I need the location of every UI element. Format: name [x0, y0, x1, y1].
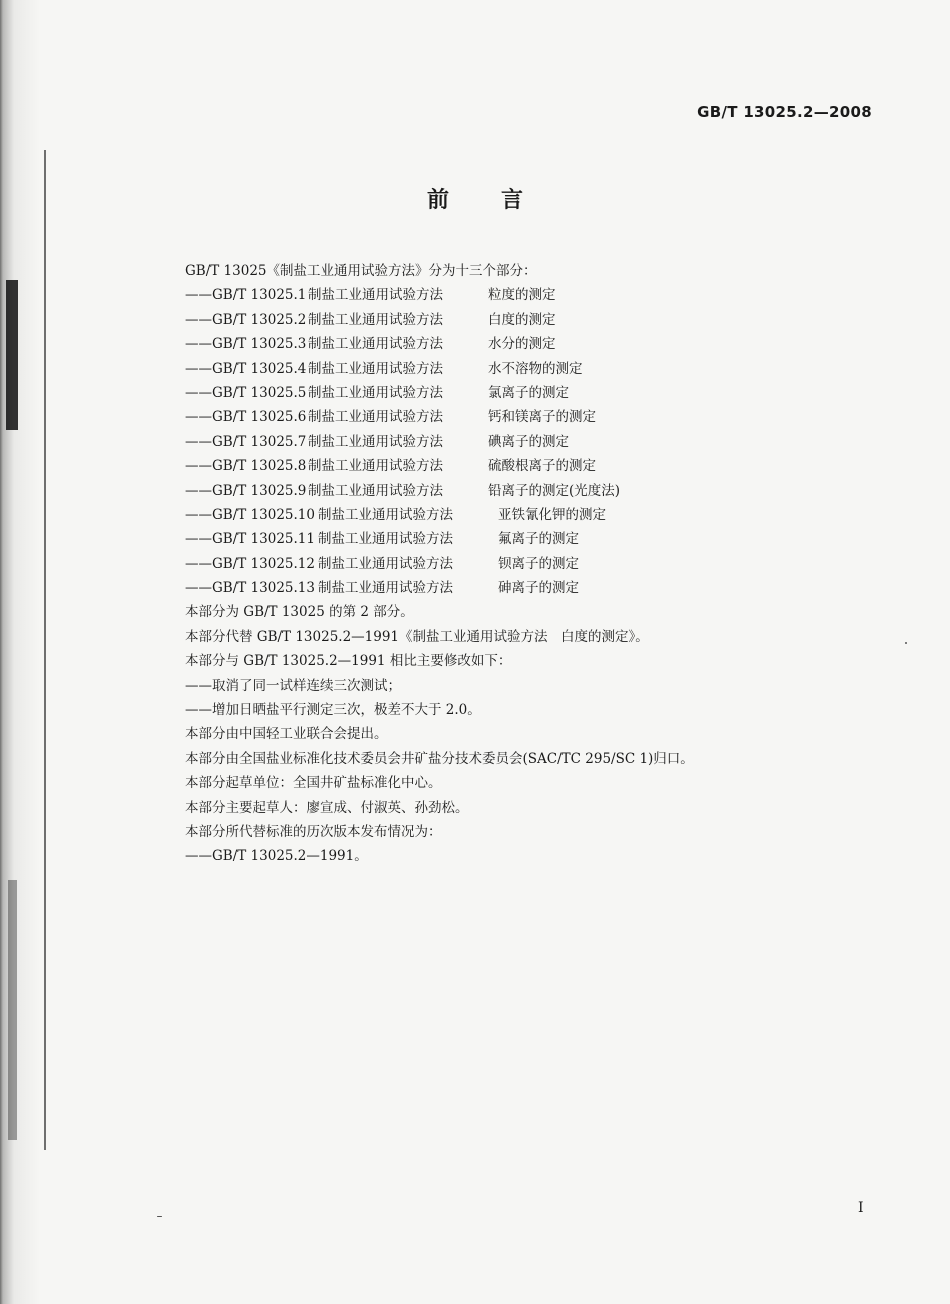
statement-part-position: 本部分为 GB/T 13025 的第 2 部分。: [185, 604, 414, 621]
part-number: ——GB/T 13025.1: [185, 287, 307, 304]
statement-drafting-unit: 本部分起草单位：全国井矿盐标准化中心。: [185, 775, 442, 792]
part-subject: 亚铁氰化钾的测定: [498, 506, 606, 523]
part-item: [185, 503, 865, 527]
part-subject: 白度的测定: [488, 311, 556, 328]
part-series: 制盐工业通用试验方法: [318, 531, 453, 548]
scan-fold-line: [44, 150, 46, 1150]
part-number: ——GB/T 13025.9: [185, 482, 307, 499]
part-series: 制盐工业通用试验方法: [308, 433, 443, 450]
part-number: ——GB/T 13025.2: [185, 311, 307, 328]
part-item: [185, 357, 865, 381]
foreword-title: [0, 183, 950, 214]
part-subject: 水不溶物的测定: [488, 360, 583, 377]
foreword-body: [185, 259, 865, 869]
part-number: ——GB/T 13025.11: [185, 531, 315, 548]
history-item: ——GB/T 13025.2—1991。: [185, 848, 368, 865]
part-item: [185, 479, 865, 503]
part-item: [185, 430, 865, 454]
intro-paragraph: GB/T 13025《制盐工业通用试验方法》分为十三个部分：: [185, 263, 537, 279]
statement-replaces: 本部分代替 GB/T 13025.2—1991《制盐工业通用试验方法 白度的测定》。: [185, 628, 649, 645]
statement-drafters: 本部分主要起草人：廖宣成、付淑英、孙劲松。: [185, 799, 469, 816]
standard-number: GB/T 13025.2—2008: [697, 103, 872, 121]
part-series: 制盐工业通用试验方法: [308, 409, 443, 426]
part-number: ——GB/T 13025.6: [185, 409, 307, 426]
statement-proposed-by: 本部分由中国轻工业联合会提出。: [185, 726, 388, 743]
part-number: ——GB/T 13025.8: [185, 458, 307, 475]
part-item: [185, 454, 865, 478]
part-number: ——GB/T 13025.5: [185, 384, 307, 401]
part-item: [185, 308, 865, 332]
page-number: I: [858, 1200, 864, 1216]
part-subject: 铅离子的测定(光度法): [488, 482, 621, 499]
change-item: ——取消了同一试样连续三次测试；: [185, 677, 401, 694]
change-item: ——增加日晒盐平行测定三次，极差不大于 2.0。: [185, 702, 481, 719]
part-subject: 钡离子的测定: [498, 555, 579, 572]
part-item: [185, 552, 865, 576]
part-subject: 钙和镁离子的测定: [488, 409, 596, 426]
part-series: 制盐工业通用试验方法: [308, 458, 443, 475]
part-item: [185, 332, 865, 356]
part-item: [185, 381, 865, 405]
part-series: 制盐工业通用试验方法: [308, 384, 443, 401]
part-subject: 碘离子的测定: [488, 433, 569, 450]
part-subject: 氟离子的测定: [498, 531, 579, 548]
part-item: [185, 527, 865, 551]
part-number: ——GB/T 13025.13: [185, 580, 315, 597]
part-series: 制盐工业通用试验方法: [308, 360, 443, 377]
part-subject: 氯离子的测定: [488, 384, 569, 401]
part-subject: 水分的测定: [488, 336, 556, 353]
part-number: ——GB/T 13025.12: [185, 555, 315, 572]
statement-under-jurisdiction: 本部分由全国盐业标准化技术委员会井矿盐分技术委员会(SAC/TC 295/SC 1)归口。: [185, 750, 694, 767]
foreword-title-char-1: 前: [426, 188, 449, 213]
part-subject: 砷离子的测定: [498, 580, 579, 597]
foreword-title-char-2: 言: [501, 188, 524, 213]
part-number: ——GB/T 13025.7: [185, 433, 307, 450]
part-series: 制盐工业通用试验方法: [318, 580, 453, 597]
part-number: ——GB/T 13025.3: [185, 336, 307, 353]
scan-binding-mark: [6, 280, 18, 430]
part-number: ——GB/T 13025.4: [185, 360, 307, 377]
part-series: 制盐工业通用试验方法: [318, 506, 453, 523]
part-series: 制盐工业通用试验方法: [308, 311, 443, 328]
part-series: 制盐工业通用试验方法: [308, 287, 443, 304]
part-series: 制盐工业通用试验方法: [308, 482, 443, 499]
part-series: 制盐工业通用试验方法: [308, 336, 443, 353]
scan-binding-smudge: [8, 880, 17, 1140]
statement-changes: 本部分与 GB/T 13025.2—1991 相比主要修改如下：: [185, 653, 512, 670]
scan-speck: [905, 642, 907, 644]
part-series: 制盐工业通用试验方法: [318, 555, 453, 572]
part-item: [185, 576, 865, 600]
part-item: [185, 405, 865, 429]
part-subject: 粒度的测定: [488, 287, 556, 304]
part-number: ——GB/T 13025.10: [185, 506, 315, 523]
part-item: [185, 283, 865, 307]
statement-history: 本部分所代替标准的历次版本发布情况为：: [185, 823, 442, 840]
part-subject: 硫酸根离子的测定: [488, 458, 596, 475]
scan-speck: [157, 1216, 162, 1217]
